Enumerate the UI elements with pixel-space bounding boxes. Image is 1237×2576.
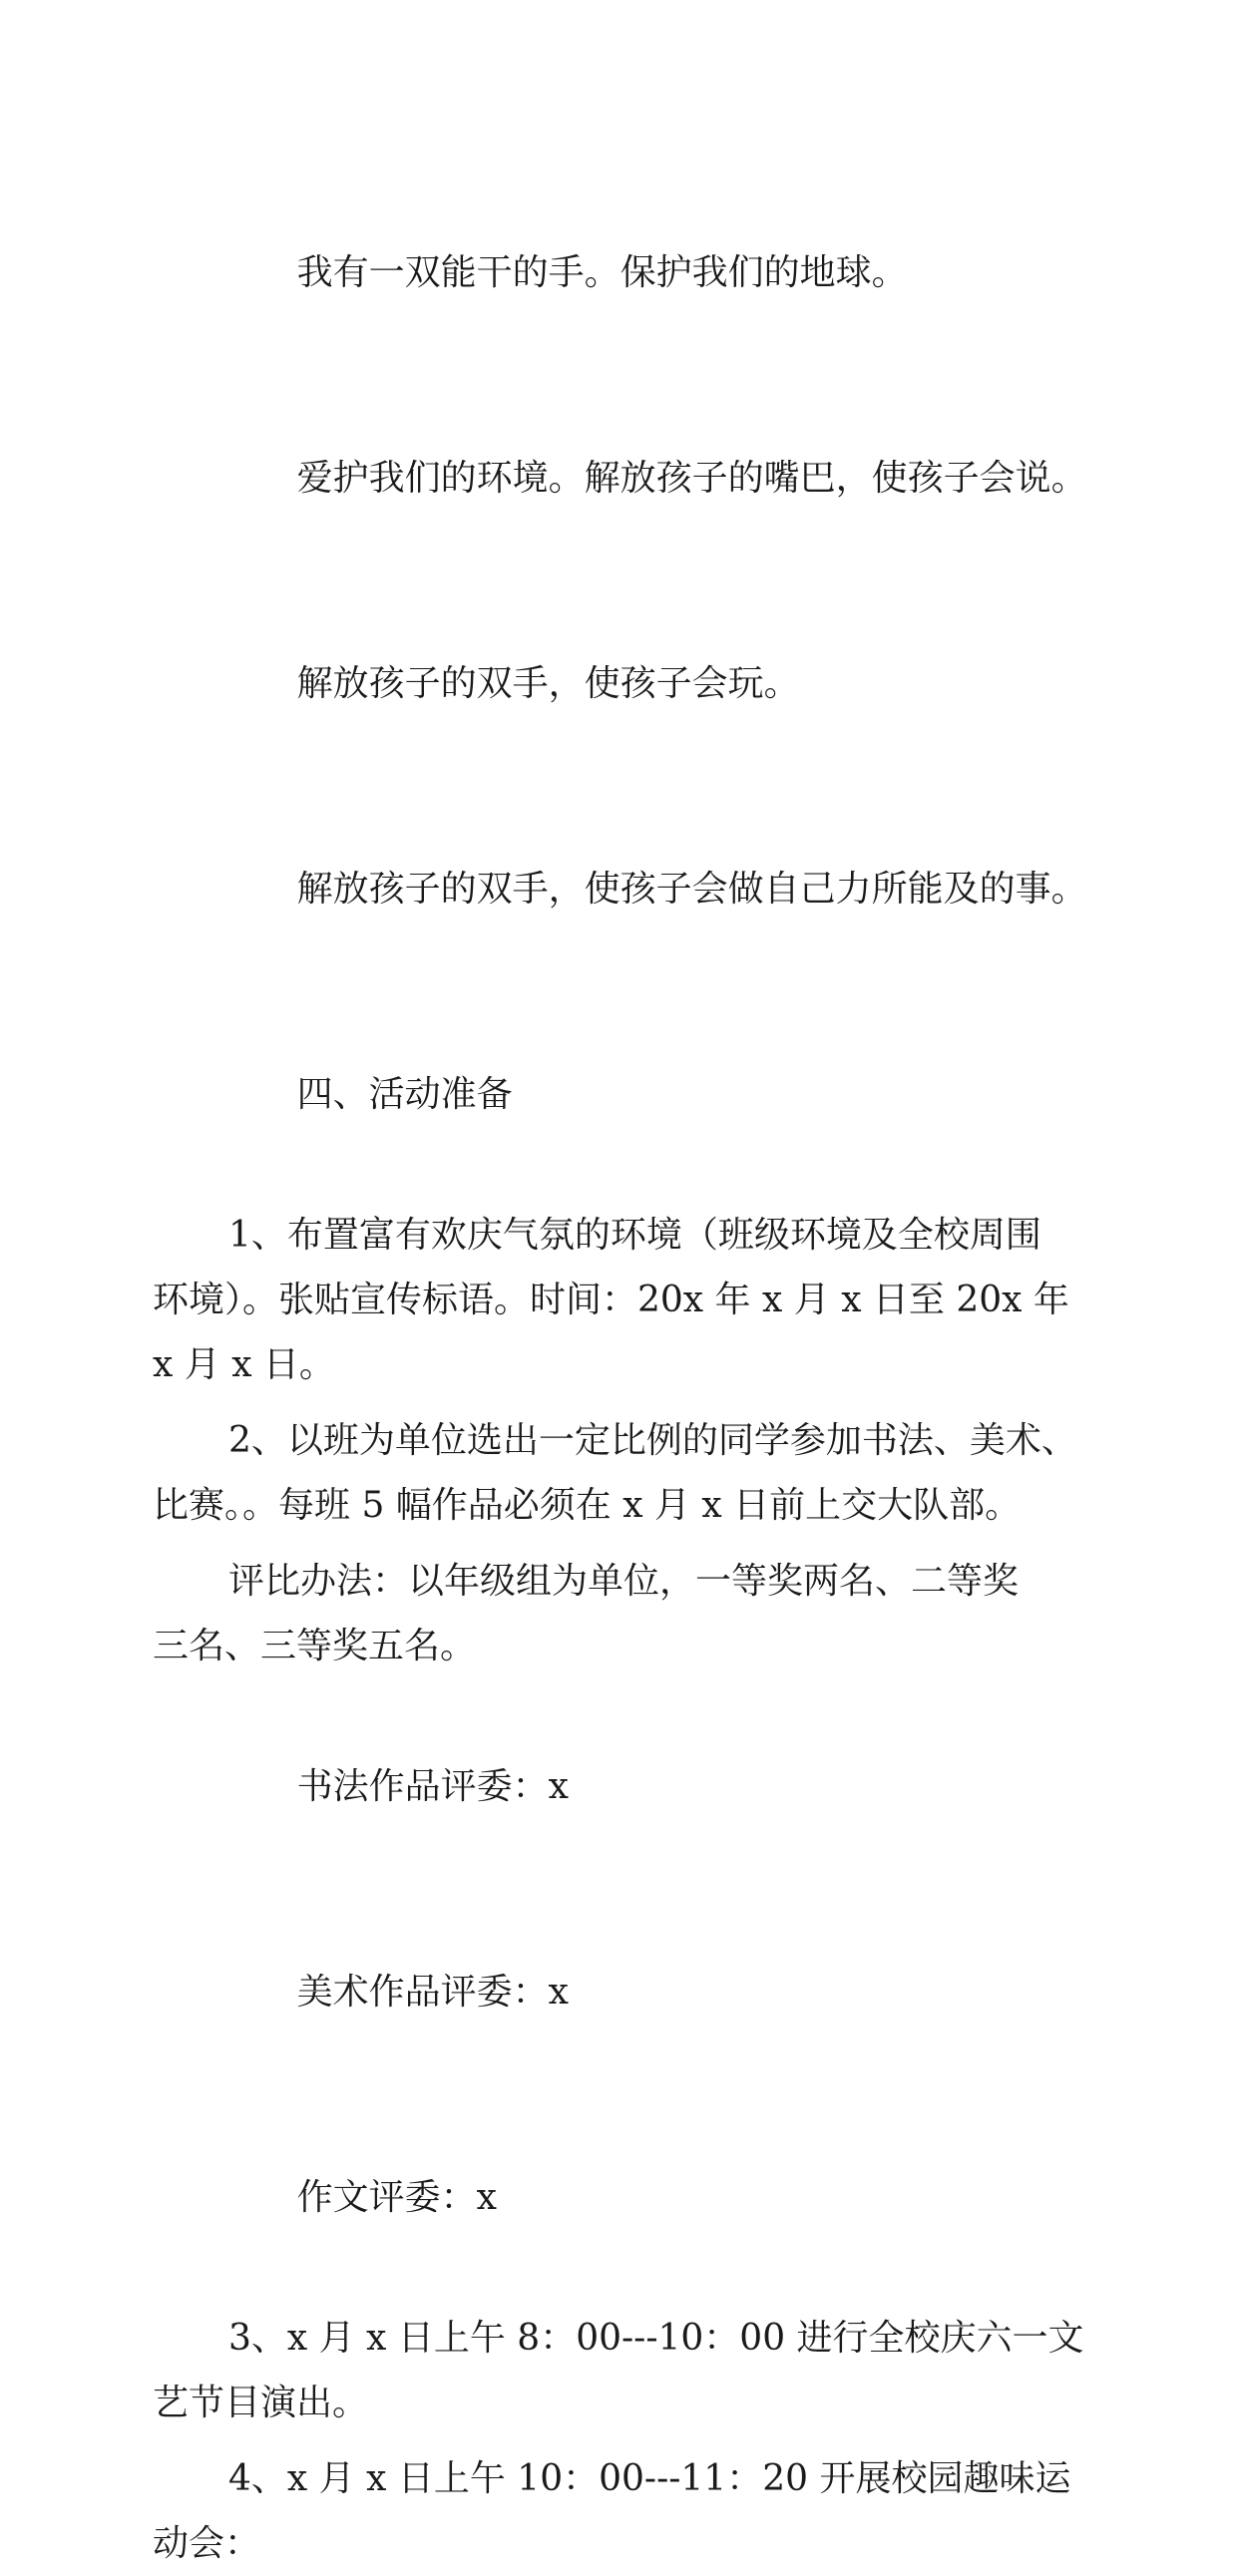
- text-line: 美术作品评委：x: [296, 1972, 569, 2013]
- text-line: 比赛。。每班 5 幅作品必须在 x 月 x 日前上交大队部。: [153, 1485, 1022, 1526]
- text-line: 四、活动准备: [296, 1074, 513, 1115]
- paragraph: [153, 1549, 1087, 1678]
- paragraph: [153, 792, 1087, 986]
- paragraph: [153, 2306, 1087, 2435]
- text-line: 3、x 月 x 日上午 8：00---10：00 进行全校庆六一文: [228, 2318, 1084, 2359]
- text-line: 我有一双能干的手。保护我们的地球。: [296, 252, 908, 293]
- text-line: 评比办法：以年级组为单位，一等奖两名、二等奖: [228, 1561, 1020, 1602]
- paragraph: [153, 1203, 1087, 1397]
- text-line: 书法作品评委：x: [296, 1766, 569, 1807]
- paragraph: [153, 2446, 1087, 2576]
- text-line: 爱护我们的环境。解放孩子的嘴巴，使孩子会说。: [296, 458, 1087, 499]
- paragraph: [153, 2100, 1087, 2295]
- text-line: 三名、三等奖五名。: [153, 1626, 477, 1666]
- text-line: 环境）。张贴宣传标语。时间：20x 年 x 月 x 日至 20x 年: [153, 1280, 1069, 1320]
- paragraph: [153, 1895, 1087, 2089]
- text-line: 4、x 月 x 日上午 10：00---11：20 开展校园趣味运: [228, 2458, 1071, 2499]
- text-line: 1、布置富有欢庆气氛的环境（班级环境及全校周围: [228, 1215, 1041, 1256]
- text-line: 作文评委：x: [296, 2177, 497, 2218]
- text-line: 解放孩子的双手，使孩子会玩。: [296, 663, 800, 704]
- text-line: 解放孩子的双手，使孩子会做自己力所能及的事。: [296, 869, 1087, 910]
- text-line: 动会：: [153, 2523, 261, 2564]
- paragraph: [153, 1408, 1087, 1538]
- paragraph: [153, 1689, 1087, 1884]
- paragraph: [153, 176, 1087, 370]
- paragraph: [153, 381, 1087, 575]
- section-heading: [153, 997, 1087, 1192]
- document-body: [153, 176, 1087, 2576]
- text-line: 艺节目演出。: [153, 2383, 369, 2423]
- text-line: x 月 x 日。: [153, 1344, 335, 1385]
- text-line: 2、以班为单位选出一定比例的同学参加书法、美术、: [228, 1420, 1077, 1461]
- paragraph: [153, 586, 1087, 781]
